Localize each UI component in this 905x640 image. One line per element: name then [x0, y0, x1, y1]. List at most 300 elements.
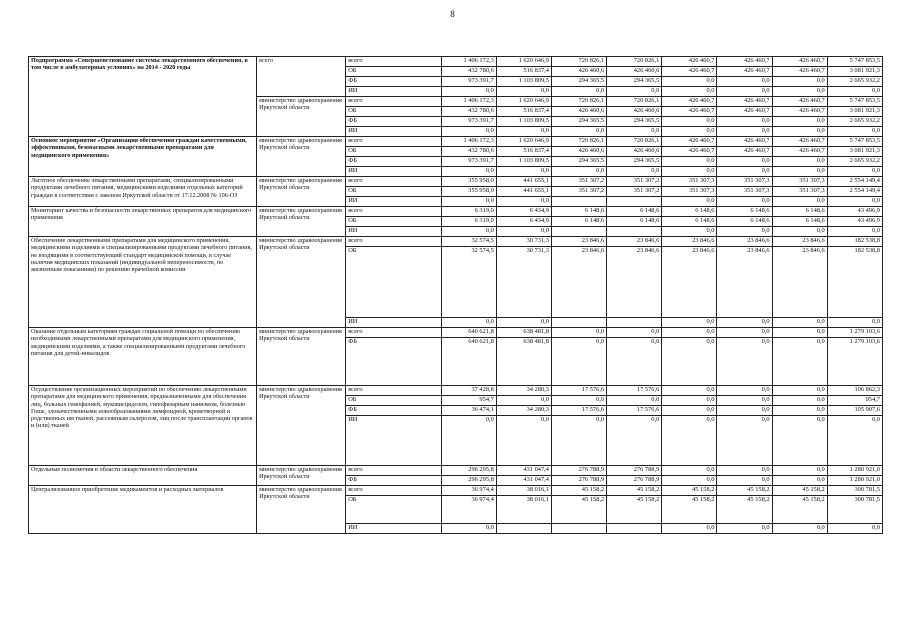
executor-cell: всего: [257, 57, 346, 97]
value-cell: 1 103 809,5: [496, 77, 551, 87]
value-cell: 0,0: [496, 127, 551, 137]
value-cell: 17 576,6: [551, 406, 606, 416]
value-cell: 0,0: [662, 416, 717, 466]
value-cell: 973 391,7: [441, 77, 496, 87]
value-cell: 32 574,5: [441, 237, 496, 247]
value-cell: [607, 524, 662, 534]
value-cell: 38 016,1: [496, 496, 551, 524]
value-cell: 351 307,3: [772, 177, 827, 187]
value-cell: 954,7: [827, 396, 882, 406]
value-cell: 0,0: [717, 117, 772, 127]
value-cell: 5 747 853,5: [827, 57, 882, 67]
value-cell: 23 846,6: [772, 237, 827, 247]
value-cell: 0,0: [551, 127, 606, 137]
value-cell: 45 158,2: [551, 496, 606, 524]
value-cell: 426 460,6: [607, 67, 662, 77]
value-cell: 0,0: [662, 466, 717, 476]
value-cell: 0,0: [662, 318, 717, 328]
value-cell: 17 576,6: [607, 386, 662, 396]
value-cell: 1 103 809,5: [496, 157, 551, 167]
value-cell: 276 788,9: [607, 466, 662, 476]
value-cell: 2 665 932,2: [827, 157, 882, 167]
value-cell: 638 481,8: [496, 338, 551, 386]
value-cell: 3 081 921,3: [827, 147, 882, 157]
value-cell: 0,0: [607, 167, 662, 177]
value-cell: 32 574,5: [441, 247, 496, 318]
value-cell: 182 538,8: [827, 237, 882, 247]
value-cell: 5 747 853,5: [827, 137, 882, 147]
value-cell: 6 148,6: [607, 217, 662, 227]
executor-cell: министерство здравоохранения Иркутской области: [257, 237, 346, 328]
value-cell: 5 747 853,5: [827, 97, 882, 107]
value-cell: 432 780,6: [441, 147, 496, 157]
funding-source: ФБ: [346, 406, 441, 416]
funding-source: ОБ: [346, 247, 441, 318]
value-cell: 351 307,3: [662, 187, 717, 197]
value-cell: 0,0: [441, 416, 496, 466]
funding-source: ФБ: [346, 476, 441, 486]
value-cell: 0,0: [551, 328, 606, 338]
table-row: [29, 177, 883, 187]
value-cell: 426 460,6: [607, 107, 662, 117]
table-row: [29, 57, 883, 67]
value-cell: 0,0: [717, 524, 772, 534]
value-cell: 294 365,5: [607, 157, 662, 167]
value-cell: 0,0: [827, 127, 882, 137]
value-cell: 426 460,7: [717, 147, 772, 157]
executor-cell: министерство здравоохранения Иркутской области: [257, 486, 346, 534]
value-cell: 0,0: [496, 416, 551, 466]
activity-description: Отдельные полномочия в области лекарственного обеспечения: [29, 466, 257, 486]
value-cell: 0,0: [827, 318, 882, 328]
executor-cell: министерство здравоохранения Иркутской области: [257, 466, 346, 486]
value-cell: 426 460,7: [717, 67, 772, 77]
value-cell: 516 837,4: [496, 107, 551, 117]
value-cell: 0,0: [607, 396, 662, 406]
value-cell: 0,0: [717, 338, 772, 386]
value-cell: 2 554 149,4: [827, 187, 882, 197]
value-cell: 0,0: [662, 197, 717, 207]
value-cell: 0,0: [662, 127, 717, 137]
value-cell: 182 538,8: [827, 247, 882, 318]
value-cell: 0,0: [717, 227, 772, 237]
funding-source: всего: [346, 137, 441, 147]
value-cell: 1 406 172,3: [441, 57, 496, 67]
value-cell: 17 576,6: [551, 386, 606, 396]
value-cell: 23 846,6: [551, 247, 606, 318]
value-cell: 23 846,6: [551, 237, 606, 247]
value-cell: 720 826,1: [551, 137, 606, 147]
page-number: 8: [450, 9, 455, 19]
value-cell: 0,0: [717, 386, 772, 396]
value-cell: 34 280,3: [496, 386, 551, 396]
value-cell: 0,0: [772, 386, 827, 396]
value-cell: 0,0: [717, 77, 772, 87]
value-cell: 0,0: [717, 466, 772, 476]
value-cell: 431 047,4: [496, 476, 551, 486]
value-cell: 0,0: [662, 157, 717, 167]
value-cell: 351 307,3: [717, 177, 772, 187]
value-cell: 0,0: [496, 396, 551, 406]
value-cell: 0,0: [662, 87, 717, 97]
value-cell: 34 280,3: [496, 406, 551, 416]
value-cell: 0,0: [607, 338, 662, 386]
value-cell: 0,0: [662, 396, 717, 406]
value-cell: 0,0: [496, 227, 551, 237]
value-cell: 0,0: [827, 197, 882, 207]
table-row: [29, 237, 883, 247]
value-cell: 0,0: [662, 167, 717, 177]
value-cell: 0,0: [717, 127, 772, 137]
value-cell: 6 434,9: [496, 207, 551, 217]
value-cell: 0,0: [772, 227, 827, 237]
funding-source: ИИ: [346, 127, 441, 137]
value-cell: 0,0: [717, 406, 772, 416]
value-cell: 0,0: [827, 227, 882, 237]
funding-source: всего: [346, 466, 441, 476]
value-cell: 6 148,6: [772, 217, 827, 227]
value-cell: 1 406 172,3: [441, 97, 496, 107]
value-cell: 0,0: [662, 227, 717, 237]
funding-source: всего: [346, 386, 441, 396]
value-cell: 45 158,2: [772, 496, 827, 524]
value-cell: 45 158,2: [607, 486, 662, 496]
value-cell: 426 460,6: [551, 107, 606, 117]
value-cell: 0,0: [662, 77, 717, 87]
value-cell: 0,0: [496, 197, 551, 207]
value-cell: 0,0: [772, 197, 827, 207]
value-cell: 0,0: [441, 318, 496, 328]
value-cell: 6 319,0: [441, 217, 496, 227]
executor-cell: министерство здравоохранения Иркутской области: [257, 207, 346, 237]
value-cell: 0,0: [772, 87, 827, 97]
value-cell: 0,0: [662, 338, 717, 386]
value-cell: 973 391,7: [441, 157, 496, 167]
value-cell: 0,0: [772, 157, 827, 167]
value-cell: 2 665 932,2: [827, 77, 882, 87]
value-cell: 0,0: [772, 406, 827, 416]
value-cell: 6 148,6: [662, 217, 717, 227]
value-cell: 0,0: [441, 127, 496, 137]
value-cell: 426 460,7: [717, 137, 772, 147]
value-cell: 720 826,1: [551, 57, 606, 67]
value-cell: 426 460,7: [662, 67, 717, 77]
table-row: [29, 328, 883, 338]
value-cell: 426 460,6: [551, 147, 606, 157]
value-cell: 0,0: [827, 87, 882, 97]
value-cell: 30 731,3: [496, 247, 551, 318]
value-cell: 720 826,1: [551, 97, 606, 107]
value-cell: 3 081 921,3: [827, 107, 882, 117]
value-cell: 355 958,0: [441, 177, 496, 187]
value-cell: 0,0: [772, 167, 827, 177]
executor-cell: министерство здравоохранения Иркутской области: [257, 328, 346, 386]
value-cell: 1 280 921,0: [827, 466, 882, 476]
value-cell: 1 103 809,5: [496, 117, 551, 127]
value-cell: 973 391,7: [441, 117, 496, 127]
value-cell: 23 846,6: [772, 247, 827, 318]
value-cell: 1 620 646,9: [496, 57, 551, 67]
value-cell: 6 148,6: [772, 207, 827, 217]
value-cell: 516 837,4: [496, 67, 551, 77]
value-cell: 45 158,2: [662, 486, 717, 496]
funding-source: ОБ: [346, 217, 441, 227]
value-cell: 0,0: [441, 197, 496, 207]
funding-source: ОБ: [346, 396, 441, 406]
activity-description: Оказание отдельным категориям граждан социальной помощи по обеспечению необходимыми лекарственными препаратами для медицинского применения, медицинскими изделиями, а также специализированными продуктами лечебного питания для детей-инвалидов: [29, 328, 257, 386]
value-cell: 105 907,6: [827, 406, 882, 416]
value-cell: 0,0: [717, 87, 772, 97]
value-cell: 3 081 921,3: [827, 67, 882, 77]
value-cell: 0,0: [662, 117, 717, 127]
value-cell: 37 428,8: [441, 386, 496, 396]
value-cell: [551, 524, 606, 534]
value-cell: 638 481,8: [496, 328, 551, 338]
value-cell: 0,0: [607, 127, 662, 137]
value-cell: 1 406 172,3: [441, 137, 496, 147]
value-cell: 0,0: [662, 406, 717, 416]
value-cell: 2 665 932,2: [827, 117, 882, 127]
value-cell: 23 846,6: [662, 247, 717, 318]
value-cell: 0,0: [717, 416, 772, 466]
value-cell: 0,0: [496, 167, 551, 177]
value-cell: 640 621,8: [441, 328, 496, 338]
value-cell: 426 460,7: [717, 97, 772, 107]
value-cell: [607, 197, 662, 207]
value-cell: 45 158,2: [607, 496, 662, 524]
value-cell: 36 974,4: [441, 486, 496, 496]
value-cell: 0,0: [607, 328, 662, 338]
value-cell: 0,0: [717, 318, 772, 328]
value-cell: 0,0: [717, 167, 772, 177]
value-cell: 294 365,5: [607, 117, 662, 127]
table-row: [29, 137, 883, 147]
value-cell: 1 279 103,6: [827, 338, 882, 386]
value-cell: [607, 318, 662, 328]
value-cell: 0,0: [772, 318, 827, 328]
value-cell: 294 365,5: [551, 117, 606, 127]
value-cell: 426 460,7: [662, 137, 717, 147]
funding-source: ОБ: [346, 107, 441, 117]
value-cell: 0,0: [662, 524, 717, 534]
value-cell: 23 846,6: [662, 237, 717, 247]
value-cell: 0,0: [772, 396, 827, 406]
value-cell: 276 788,9: [607, 476, 662, 486]
executor-cell: министерство здравоохранения Иркутской области: [257, 137, 346, 177]
value-cell: 0,0: [772, 77, 827, 87]
value-cell: 426 460,7: [772, 97, 827, 107]
value-cell: 720 826,1: [607, 137, 662, 147]
value-cell: 0,0: [551, 396, 606, 406]
value-cell: [551, 197, 606, 207]
value-cell: 23 846,6: [717, 237, 772, 247]
value-cell: 0,0: [772, 117, 827, 127]
value-cell: 0,0: [551, 416, 606, 466]
value-cell: 0,0: [772, 524, 827, 534]
value-cell: 0,0: [441, 227, 496, 237]
value-cell: 6 148,6: [717, 217, 772, 227]
activity-description: Подпрограмма «Совершенствование системы лекарственного обеспечения, в том числе в амбулаторных условиях» на 2014 - 2020 годы: [29, 57, 257, 137]
value-cell: [607, 227, 662, 237]
value-cell: 294 365,5: [607, 77, 662, 87]
value-cell: 426 460,7: [662, 107, 717, 117]
value-cell: 23 846,6: [607, 247, 662, 318]
value-cell: 1 280 921,0: [827, 476, 882, 486]
executor-cell: министерство здравоохранения Иркутской области: [257, 97, 346, 137]
value-cell: 276 788,9: [551, 466, 606, 476]
value-cell: 0,0: [551, 338, 606, 386]
value-cell: 351 307,2: [551, 187, 606, 197]
value-cell: 0,0: [827, 524, 882, 534]
value-cell: 0,0: [717, 396, 772, 406]
value-cell: 1 620 646,9: [496, 97, 551, 107]
value-cell: 355 958,0: [441, 187, 496, 197]
funding-source: ИИ: [346, 167, 441, 177]
activity-description: Осуществление организационных мероприятий по обеспечению лекарственными препаратами для медицинского применения, предназначенными для обеспечения лиц, больных гемофилией, муковисцидозом, гипофизарным нанизмом, болезнью Гоше, злокачественными новообразованиями лимфоидной, кроветворной и родственных им тканей, рассеянным склерозом, лиц после трансплантации органов и (или) тканей: [29, 386, 257, 466]
value-cell: 0,0: [772, 338, 827, 386]
value-cell: 351 307,2: [607, 177, 662, 187]
budget-table: [28, 56, 883, 534]
value-cell: 0,0: [441, 87, 496, 97]
funding-source: ФБ: [346, 338, 441, 386]
funding-source: всего: [346, 207, 441, 217]
value-cell: 296 295,8: [441, 476, 496, 486]
table-row: [29, 466, 883, 476]
value-cell: 351 307,3: [717, 187, 772, 197]
value-cell: 300 781,5: [827, 486, 882, 496]
funding-source: ФБ: [346, 157, 441, 167]
value-cell: [551, 318, 606, 328]
value-cell: 45 158,2: [717, 496, 772, 524]
value-cell: 426 460,7: [662, 97, 717, 107]
value-cell: 0,0: [772, 127, 827, 137]
table-row: [29, 207, 883, 217]
value-cell: 0,0: [772, 476, 827, 486]
value-cell: 0,0: [607, 87, 662, 97]
activity-description: Централизованное приобретение медикаментов и расходных материалов: [29, 486, 257, 534]
value-cell: 38 016,1: [496, 486, 551, 496]
value-cell: 0,0: [662, 476, 717, 486]
value-cell: 0,0: [772, 416, 827, 466]
value-cell: 294 365,5: [551, 77, 606, 87]
value-cell: 426 460,7: [662, 57, 717, 67]
value-cell: 36 474,1: [441, 406, 496, 416]
value-cell: 1 279 103,6: [827, 328, 882, 338]
value-cell: 30 731,3: [496, 237, 551, 247]
funding-source: ФБ: [346, 77, 441, 87]
value-cell: 432 780,6: [441, 67, 496, 77]
value-cell: 351 307,3: [662, 177, 717, 187]
value-cell: 23 846,6: [607, 237, 662, 247]
value-cell: 0,0: [551, 167, 606, 177]
value-cell: 720 826,1: [607, 97, 662, 107]
value-cell: 0,0: [607, 416, 662, 466]
value-cell: 720 826,1: [607, 57, 662, 67]
value-cell: 351 307,3: [772, 187, 827, 197]
value-cell: 6 148,6: [551, 207, 606, 217]
funding-source: ОБ: [346, 187, 441, 197]
value-cell: 0,0: [662, 328, 717, 338]
activity-description: Обеспечение лекарственными препаратами для медицинского применения, медицинскими изделиями и специализированными продуктами лечебного питания, не входящими в соответствующий стандарт медицинской помощи, в случае наличия медицинских показаний (индивидуальной непереносимости, по жизненным показаниям) по решению врачебной комиссии: [29, 237, 257, 328]
funding-source: ФБ: [346, 117, 441, 127]
value-cell: 0,0: [717, 197, 772, 207]
value-cell: 6 148,6: [662, 207, 717, 217]
funding-source: ИИ: [346, 524, 441, 534]
value-cell: 516 837,4: [496, 147, 551, 157]
value-cell: 0,0: [717, 157, 772, 167]
value-cell: 0,0: [827, 416, 882, 466]
funding-source: ИИ: [346, 416, 441, 466]
value-cell: 441 655,1: [496, 177, 551, 187]
value-cell: 6 434,9: [496, 217, 551, 227]
value-cell: 426 460,7: [772, 107, 827, 117]
funding-source: ОБ: [346, 147, 441, 157]
value-cell: 0,0: [551, 87, 606, 97]
funding-source: ОБ: [346, 67, 441, 77]
value-cell: 0,0: [827, 167, 882, 177]
value-cell: 351 307,2: [551, 177, 606, 187]
value-cell: 45 158,2: [662, 496, 717, 524]
value-cell: 17 576,6: [607, 406, 662, 416]
value-cell: 426 460,6: [551, 67, 606, 77]
value-cell: 0,0: [717, 328, 772, 338]
value-cell: 294 365,5: [551, 157, 606, 167]
value-cell: 23 846,6: [717, 247, 772, 318]
value-cell: 36 974,4: [441, 496, 496, 524]
value-cell: 0,0: [496, 318, 551, 328]
value-cell: 6 148,6: [551, 217, 606, 227]
funding-source: всего: [346, 177, 441, 187]
value-cell: 426 460,7: [662, 147, 717, 157]
value-cell: 6 319,0: [441, 207, 496, 217]
value-cell: 432 780,6: [441, 107, 496, 117]
value-cell: 441 655,1: [496, 187, 551, 197]
value-cell: 45 158,2: [717, 486, 772, 496]
value-cell: 43 496,9: [827, 217, 882, 227]
funding-source: всего: [346, 97, 441, 107]
funding-source: ИИ: [346, 318, 441, 328]
funding-source: всего: [346, 486, 441, 496]
value-cell: 6 148,6: [717, 207, 772, 217]
value-cell: 0,0: [717, 476, 772, 486]
value-cell: 426 460,7: [772, 67, 827, 77]
executor-cell: министерство здравоохранения Иркутской области: [257, 177, 346, 207]
executor-cell: министерство здравоохранения Иркутской области: [257, 386, 346, 466]
value-cell: 426 460,7: [772, 137, 827, 147]
value-cell: 426 460,7: [717, 107, 772, 117]
table-row: [29, 386, 883, 396]
funding-source: ИИ: [346, 197, 441, 207]
funding-source: ИИ: [346, 227, 441, 237]
funding-source: всего: [346, 328, 441, 338]
activity-description: Основное мероприятие «Организация обеспечения граждан качественными, эффективными, безопасными лекарственными препаратами для медицинского применения»: [29, 137, 257, 177]
activity-description: Льготное обеспечение лекарственными препаратами, специализированными продуктами лечебного питания, медицинскими изделиями отдельных категорий граждан в соответствии с законом Иркутской области от 17.12.2008 № 106-ОЗ: [29, 177, 257, 207]
value-cell: 0,0: [772, 466, 827, 476]
funding-source: ИИ: [346, 87, 441, 97]
value-cell: 43 496,9: [827, 207, 882, 217]
value-cell: 0,0: [441, 167, 496, 177]
value-cell: 45 158,2: [772, 486, 827, 496]
value-cell: [551, 227, 606, 237]
value-cell: 431 047,4: [496, 466, 551, 476]
value-cell: 426 460,7: [772, 57, 827, 67]
value-cell: 296 295,8: [441, 466, 496, 476]
value-cell: [496, 524, 551, 534]
value-cell: 0,0: [441, 524, 496, 534]
value-cell: 300 781,5: [827, 496, 882, 524]
value-cell: 45 158,2: [551, 486, 606, 496]
value-cell: 6 148,6: [607, 207, 662, 217]
